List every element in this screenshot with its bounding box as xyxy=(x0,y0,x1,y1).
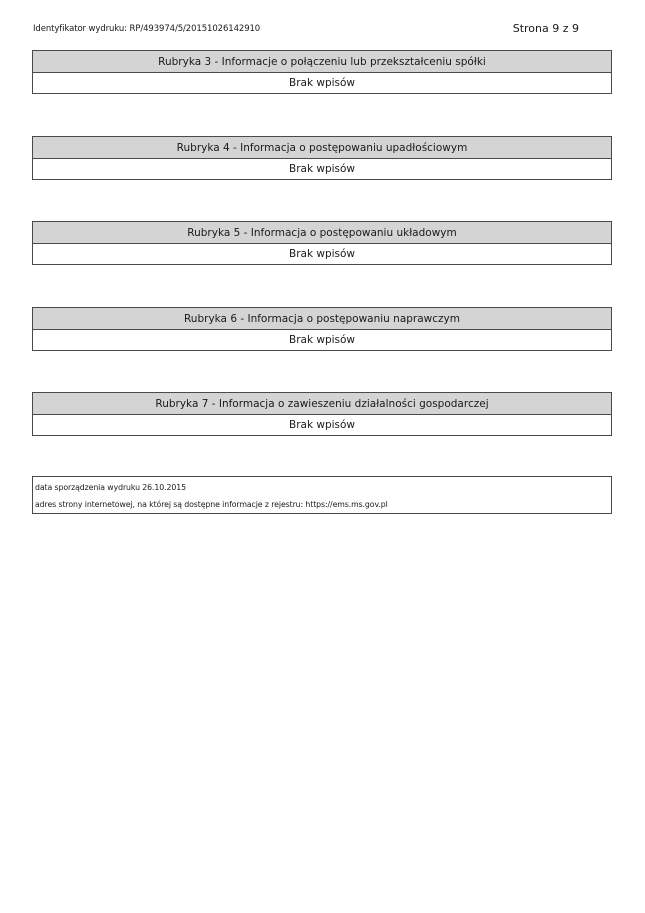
section-content: Brak wpisów xyxy=(288,419,356,431)
section-title: Rubryka 7 - Informacja o zawieszeniu działalności gospodarczej xyxy=(33,393,611,415)
section-title: Rubryka 5 - Informacja o postępowaniu układowym xyxy=(33,222,611,244)
section-rubryka-5 xyxy=(32,221,612,265)
print-date: data sporządzenia wydruku 26.10.2015 xyxy=(35,483,186,492)
section-rubryka-4 xyxy=(32,136,612,180)
section-content: Brak wpisów xyxy=(288,334,356,346)
section-rubryka-7 xyxy=(32,392,612,436)
section-rubryka-6 xyxy=(32,307,612,351)
section-content: Brak wpisów xyxy=(288,77,356,89)
section-title: Rubryka 3 - Informacje o połączeniu lub przekształceniu spółki xyxy=(33,51,611,73)
registry-url-note: adres strony internetowej, na której są dostępne informacje z rejestru: https://ems.ms.gov.pl xyxy=(35,500,388,509)
section-rubryka-3 xyxy=(32,50,612,94)
section-content: Brak wpisów xyxy=(288,248,356,260)
print-info-box xyxy=(32,476,612,514)
document-id: Identyfikator wydruku: RP/493974/5/20151026142910 xyxy=(33,24,261,34)
section-content: Brak wpisów xyxy=(288,163,356,175)
page-indicator: Strona 9 z 9 xyxy=(512,22,579,35)
section-title: Rubryka 4 - Informacja o postępowaniu upadłościowym xyxy=(33,137,611,159)
section-title: Rubryka 6 - Informacja o postępowaniu naprawczym xyxy=(33,308,611,330)
